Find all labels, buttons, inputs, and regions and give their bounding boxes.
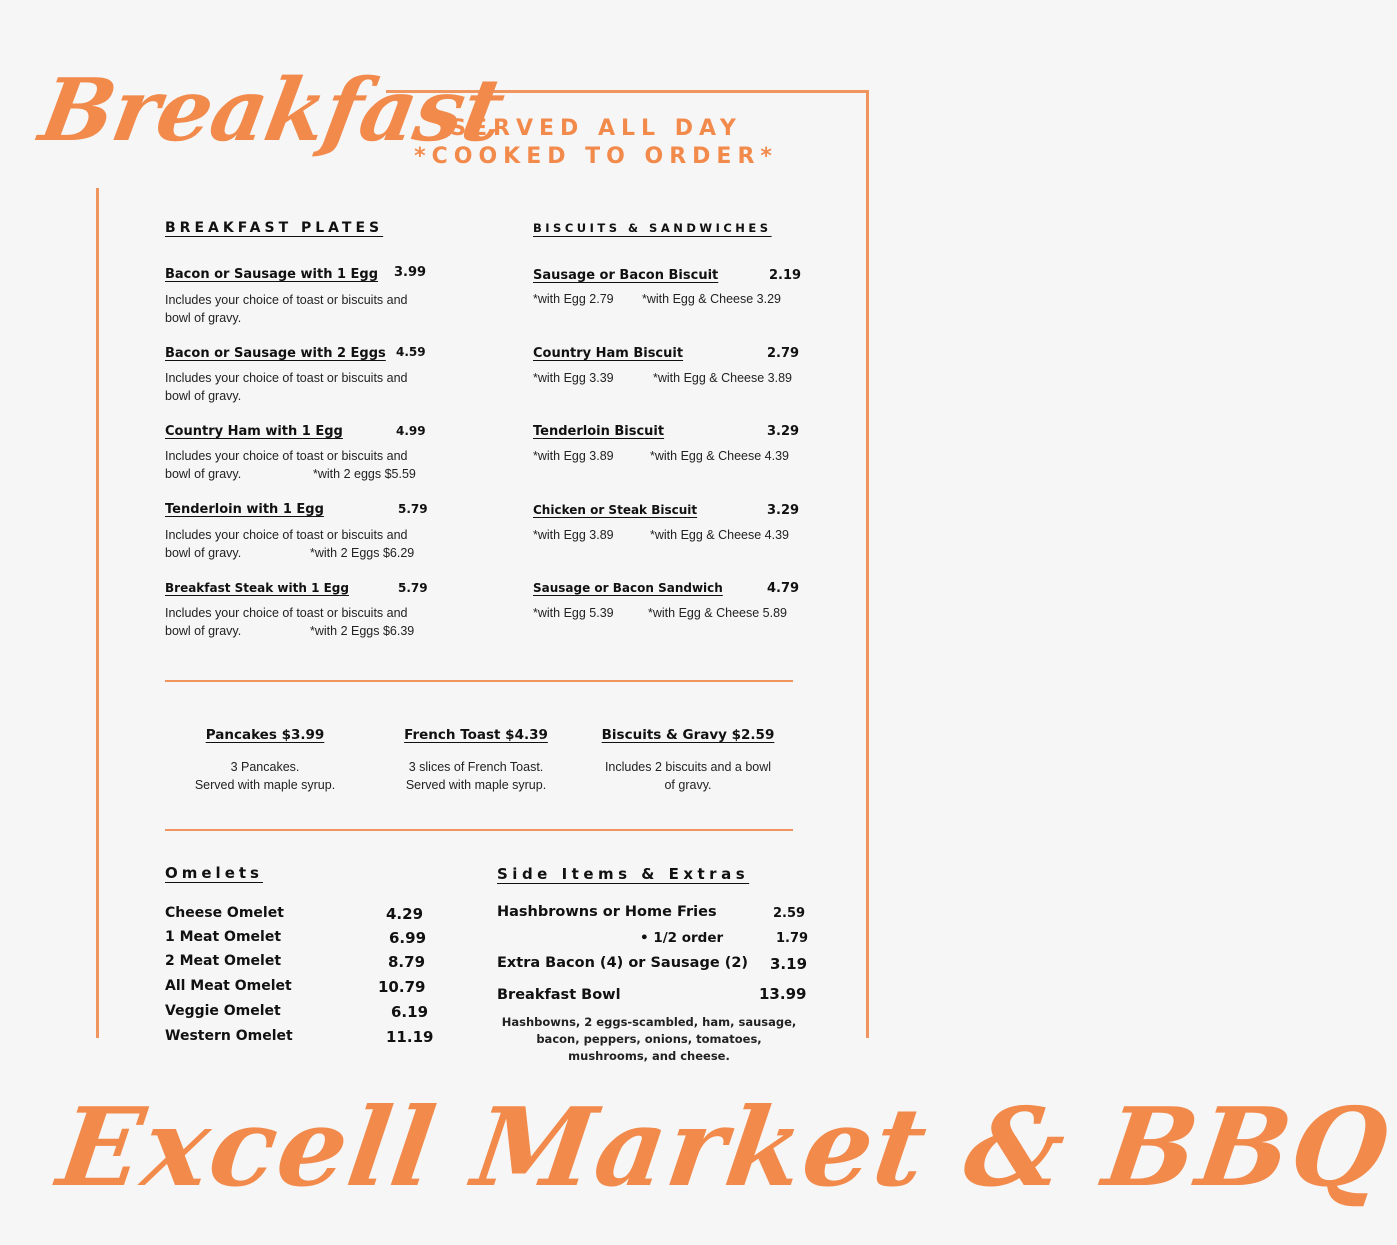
biscuit-price: 2.19	[769, 268, 802, 283]
biscuit-price: 3.29	[767, 503, 800, 518]
plate-desc: bowl of gravy.	[165, 467, 242, 481]
biscuit-price: 2.79	[767, 346, 800, 361]
side-name: Breakfast Bowl	[497, 987, 621, 1003]
biscuit-price: 4.79	[767, 581, 800, 596]
biscuit-option: *with Egg & Cheese 5.89	[648, 606, 787, 620]
omelet-price: 4.29	[386, 905, 424, 923]
plate-name: Breakfast Steak with 1 Egg	[165, 581, 349, 595]
side-price: 3.19	[770, 955, 808, 973]
plate-name: Bacon or Sausage with 1 Egg	[165, 267, 379, 282]
special-title: Pancakes $3.99	[205, 727, 325, 743]
special-desc: Includes 2 biscuits and a bowl	[604, 760, 772, 774]
plate-desc: bowl of gravy.	[165, 546, 242, 560]
breakfast-plates-heading: BREAKFAST PLATES	[165, 220, 384, 236]
plate-extra: *with 2 Eggs $6.39	[310, 624, 415, 638]
special-desc: 3 slices of French Toast.	[408, 760, 544, 774]
plate-price: 4.59	[396, 345, 426, 359]
served-all-day: SERVED ALL DAY	[450, 116, 742, 141]
plate-extra: *with 2 Eggs $6.29	[310, 546, 415, 560]
omelet-name: 1 Meat Omelet	[165, 929, 282, 945]
plate-price: 5.79	[398, 502, 428, 516]
plate-price: 3.99	[394, 265, 427, 280]
biscuit-option: *with Egg & Cheese 3.89	[653, 371, 792, 385]
bowl-desc: Hashbowns, 2 eggs-scambled, ham, sausage,	[501, 1015, 797, 1029]
plate-desc: Includes your choice of toast or biscuits and	[165, 606, 408, 620]
biscuit-option: *with Egg & Cheese 4.39	[650, 528, 789, 542]
plate-desc: bowl of gravy.	[165, 311, 242, 325]
biscuit-name: Sausage or Bacon Sandwich	[533, 581, 723, 595]
special-desc: Served with maple syrup.	[405, 778, 547, 792]
biscuit-option: *with Egg & Cheese 4.39	[650, 449, 789, 463]
frame-right-line	[866, 90, 869, 1038]
bowl-desc: bacon, peppers, onions, tomatoes,	[536, 1032, 762, 1046]
frame-left-line	[96, 188, 99, 1038]
divider-line-2	[165, 829, 793, 831]
side-price: 1.79	[776, 931, 809, 946]
omelets-heading: Omelets	[165, 864, 263, 882]
omelet-price: 8.79	[388, 953, 426, 971]
biscuit-name: Tenderloin Biscuit	[533, 424, 665, 439]
omelet-name: Cheese Omelet	[165, 905, 284, 921]
biscuit-option: *with Egg & Cheese 3.29	[642, 292, 781, 306]
special-title: French Toast $4.39	[404, 727, 548, 743]
omelet-price: 11.19	[386, 1028, 434, 1046]
special-desc: of gravy.	[664, 778, 712, 792]
plate-extra: *with 2 eggs $5.59	[313, 467, 416, 481]
plate-desc: bowl of gravy.	[165, 389, 242, 403]
plate-name: Country Ham with 1 Egg	[165, 424, 343, 439]
biscuit-option: *with Egg 3.89	[533, 449, 614, 463]
plate-price: 4.99	[396, 424, 426, 438]
side-name: Hashbrowns or Home Fries	[497, 904, 717, 920]
plate-name: Tenderloin with 1 Egg	[165, 502, 324, 517]
omelet-price: 6.99	[389, 929, 427, 947]
side-price: 2.59	[773, 906, 806, 921]
plate-price: 5.79	[398, 581, 428, 595]
special-desc: Served with maple syrup.	[194, 778, 336, 792]
side-price: 13.99	[759, 985, 807, 1003]
cooked-to-order: *COOKED TO ORDER*	[414, 144, 778, 169]
biscuit-option: *with Egg 2.79	[533, 292, 614, 306]
plate-name: Bacon or Sausage with 2 Eggs	[165, 346, 386, 361]
special-title: Biscuits & Gravy $2.59	[601, 727, 775, 743]
special-desc: 3 Pancakes.	[230, 760, 300, 774]
menu-title: Breakfast	[33, 60, 511, 161]
biscuit-option: *with Egg 5.39	[533, 606, 614, 620]
omelet-price: 6.19	[391, 1003, 429, 1021]
biscuit-name: Sausage or Bacon Biscuit	[533, 268, 719, 283]
brand-name: Excell Market & BBQ	[51, 1085, 1397, 1211]
biscuit-option: *with Egg 3.89	[533, 528, 614, 542]
omelet-price: 10.79	[378, 978, 426, 996]
plate-desc: bowl of gravy.	[165, 624, 242, 638]
side-name: • 1/2 order	[640, 930, 724, 946]
omelet-name: All Meat Omelet	[165, 978, 292, 994]
plate-desc: Includes your choice of toast or biscuits and	[165, 371, 408, 385]
omelet-name: Western Omelet	[165, 1028, 293, 1044]
plate-desc: Includes your choice of toast or biscuits and	[165, 293, 408, 307]
divider-line-1	[165, 680, 793, 682]
sides-heading: Side Items & Extras	[497, 865, 750, 883]
plate-desc: Includes your choice of toast or biscuits and	[165, 449, 408, 463]
omelet-name: Veggie Omelet	[165, 1003, 281, 1019]
side-name: Extra Bacon (4) or Sausage (2)	[497, 955, 749, 971]
biscuits-heading: BISCUITS & SANDWICHES	[533, 221, 772, 235]
omelet-name: 2 Meat Omelet	[165, 953, 282, 969]
plate-desc: Includes your choice of toast or biscuits and	[165, 528, 408, 542]
biscuit-name: Chicken or Steak Biscuit	[533, 503, 698, 517]
biscuit-price: 3.29	[767, 424, 800, 439]
bowl-desc: mushrooms, and cheese.	[568, 1049, 730, 1063]
biscuit-option: *with Egg 3.39	[533, 371, 614, 385]
biscuit-name: Country Ham Biscuit	[533, 346, 684, 361]
